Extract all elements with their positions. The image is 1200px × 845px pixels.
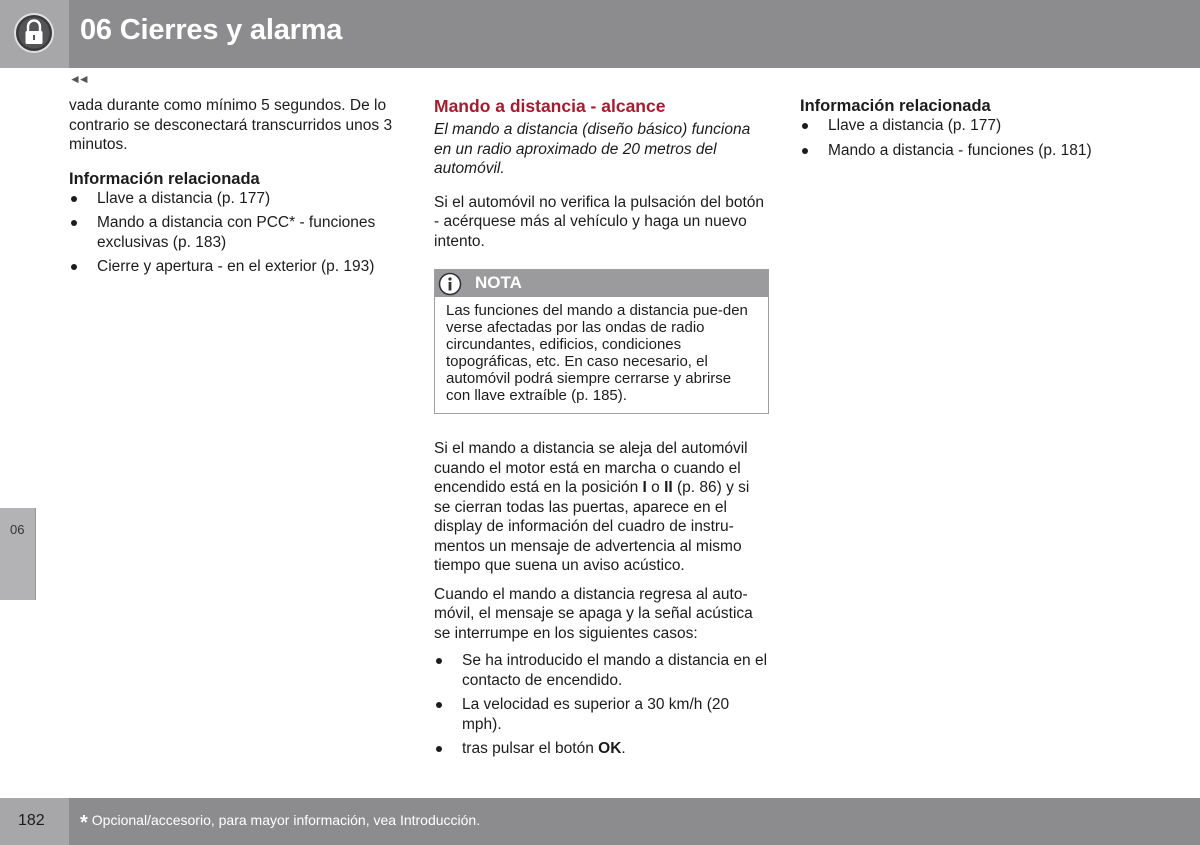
- related-link[interactable]: Mando a distancia con PCC* - funciones exclusivas (p. 183): [69, 213, 399, 252]
- column-middle: [434, 96, 769, 764]
- continued-paragraph: vada durante como mínimo 5 segundos. De lo contrario se desconectará transcurridos unos 3 minutos.: [69, 97, 393, 153]
- page-number-block: [0, 798, 69, 845]
- chapter-icon-block: [0, 0, 69, 68]
- chapter-title: 06 Cierres y alarma: [80, 14, 343, 46]
- footnote: [80, 812, 480, 835]
- column-left: [69, 96, 399, 282]
- body-paragraph: Si el mando a distancia se aleja del automóvil cuando el motor está en marcha o cuando el encendido está en la posición I o II (p. 86) y si se cierran todas las puertas, aparece en el display de información del cuadro de instru-mentos un mensaje de advertencia al mismo tiempo que suena un aviso acústico.: [434, 440, 750, 574]
- footnote-star: *: [80, 812, 88, 834]
- related-info-list: [69, 189, 399, 277]
- lock-icon: [13, 12, 55, 54]
- section-title: Mando a distancia - alcance: [434, 96, 666, 116]
- related-info-heading: Información relacionada: [800, 97, 991, 115]
- side-tab-label: 06: [10, 522, 25, 537]
- list-item: Se ha introducido el mando a distancia en el contacto de encendido.: [434, 651, 769, 690]
- page-footer: [0, 798, 1200, 845]
- body-paragraph: Cuando el mando a distancia regresa al auto-móvil, el mensaje se apaga y la señal acústica se interrumpe en los siguientes casos:: [434, 585, 753, 642]
- note-label: NOTA: [475, 273, 522, 292]
- body-paragraph: Si el automóvil no verifica la pulsación del botón - acérquese más al vehículo y haga un nuevo intento.: [434, 193, 764, 250]
- related-link[interactable]: Llave a distancia (p. 177): [69, 189, 399, 209]
- related-link[interactable]: Llave a distancia (p. 177): [800, 116, 1130, 136]
- section-lead: El mando a distancia (diseño básico) funciona en un radio aproximado de 20 metros del automóvil.: [434, 121, 751, 177]
- info-icon: [438, 272, 462, 296]
- previous-page-marker: ◄◄: [69, 72, 87, 86]
- list-item: tras pulsar el botón OK.: [434, 739, 769, 759]
- list-item: La velocidad es superior a 30 km/h (20 mph).: [434, 695, 769, 734]
- note-box: [434, 269, 769, 414]
- related-info-list: [800, 116, 1130, 160]
- page-header: [0, 0, 1200, 68]
- column-right: [800, 96, 1130, 165]
- related-info-heading: Información relacionada: [69, 169, 260, 188]
- note-text: Las funciones del mando a distancia pue-den verse afectadas por las ondas de radio circundantes, edificios, condiciones topográficas, etc. En caso necesario, el automóvil podrá siempre cerrarse y abrirse con llave extraíble (p. 185).: [446, 302, 748, 404]
- related-link[interactable]: Mando a distancia - funciones (p. 181): [800, 141, 1130, 161]
- cases-list: [434, 651, 769, 759]
- related-link[interactable]: Cierre y apertura - en el exterior (p. 193): [69, 257, 399, 277]
- chapter-side-tab: [0, 508, 36, 600]
- footnote-text: Opcional/accesorio, para mayor información, vea Introducción.: [91, 812, 481, 828]
- page-number: 182: [18, 812, 45, 829]
- note-header: [435, 270, 768, 297]
